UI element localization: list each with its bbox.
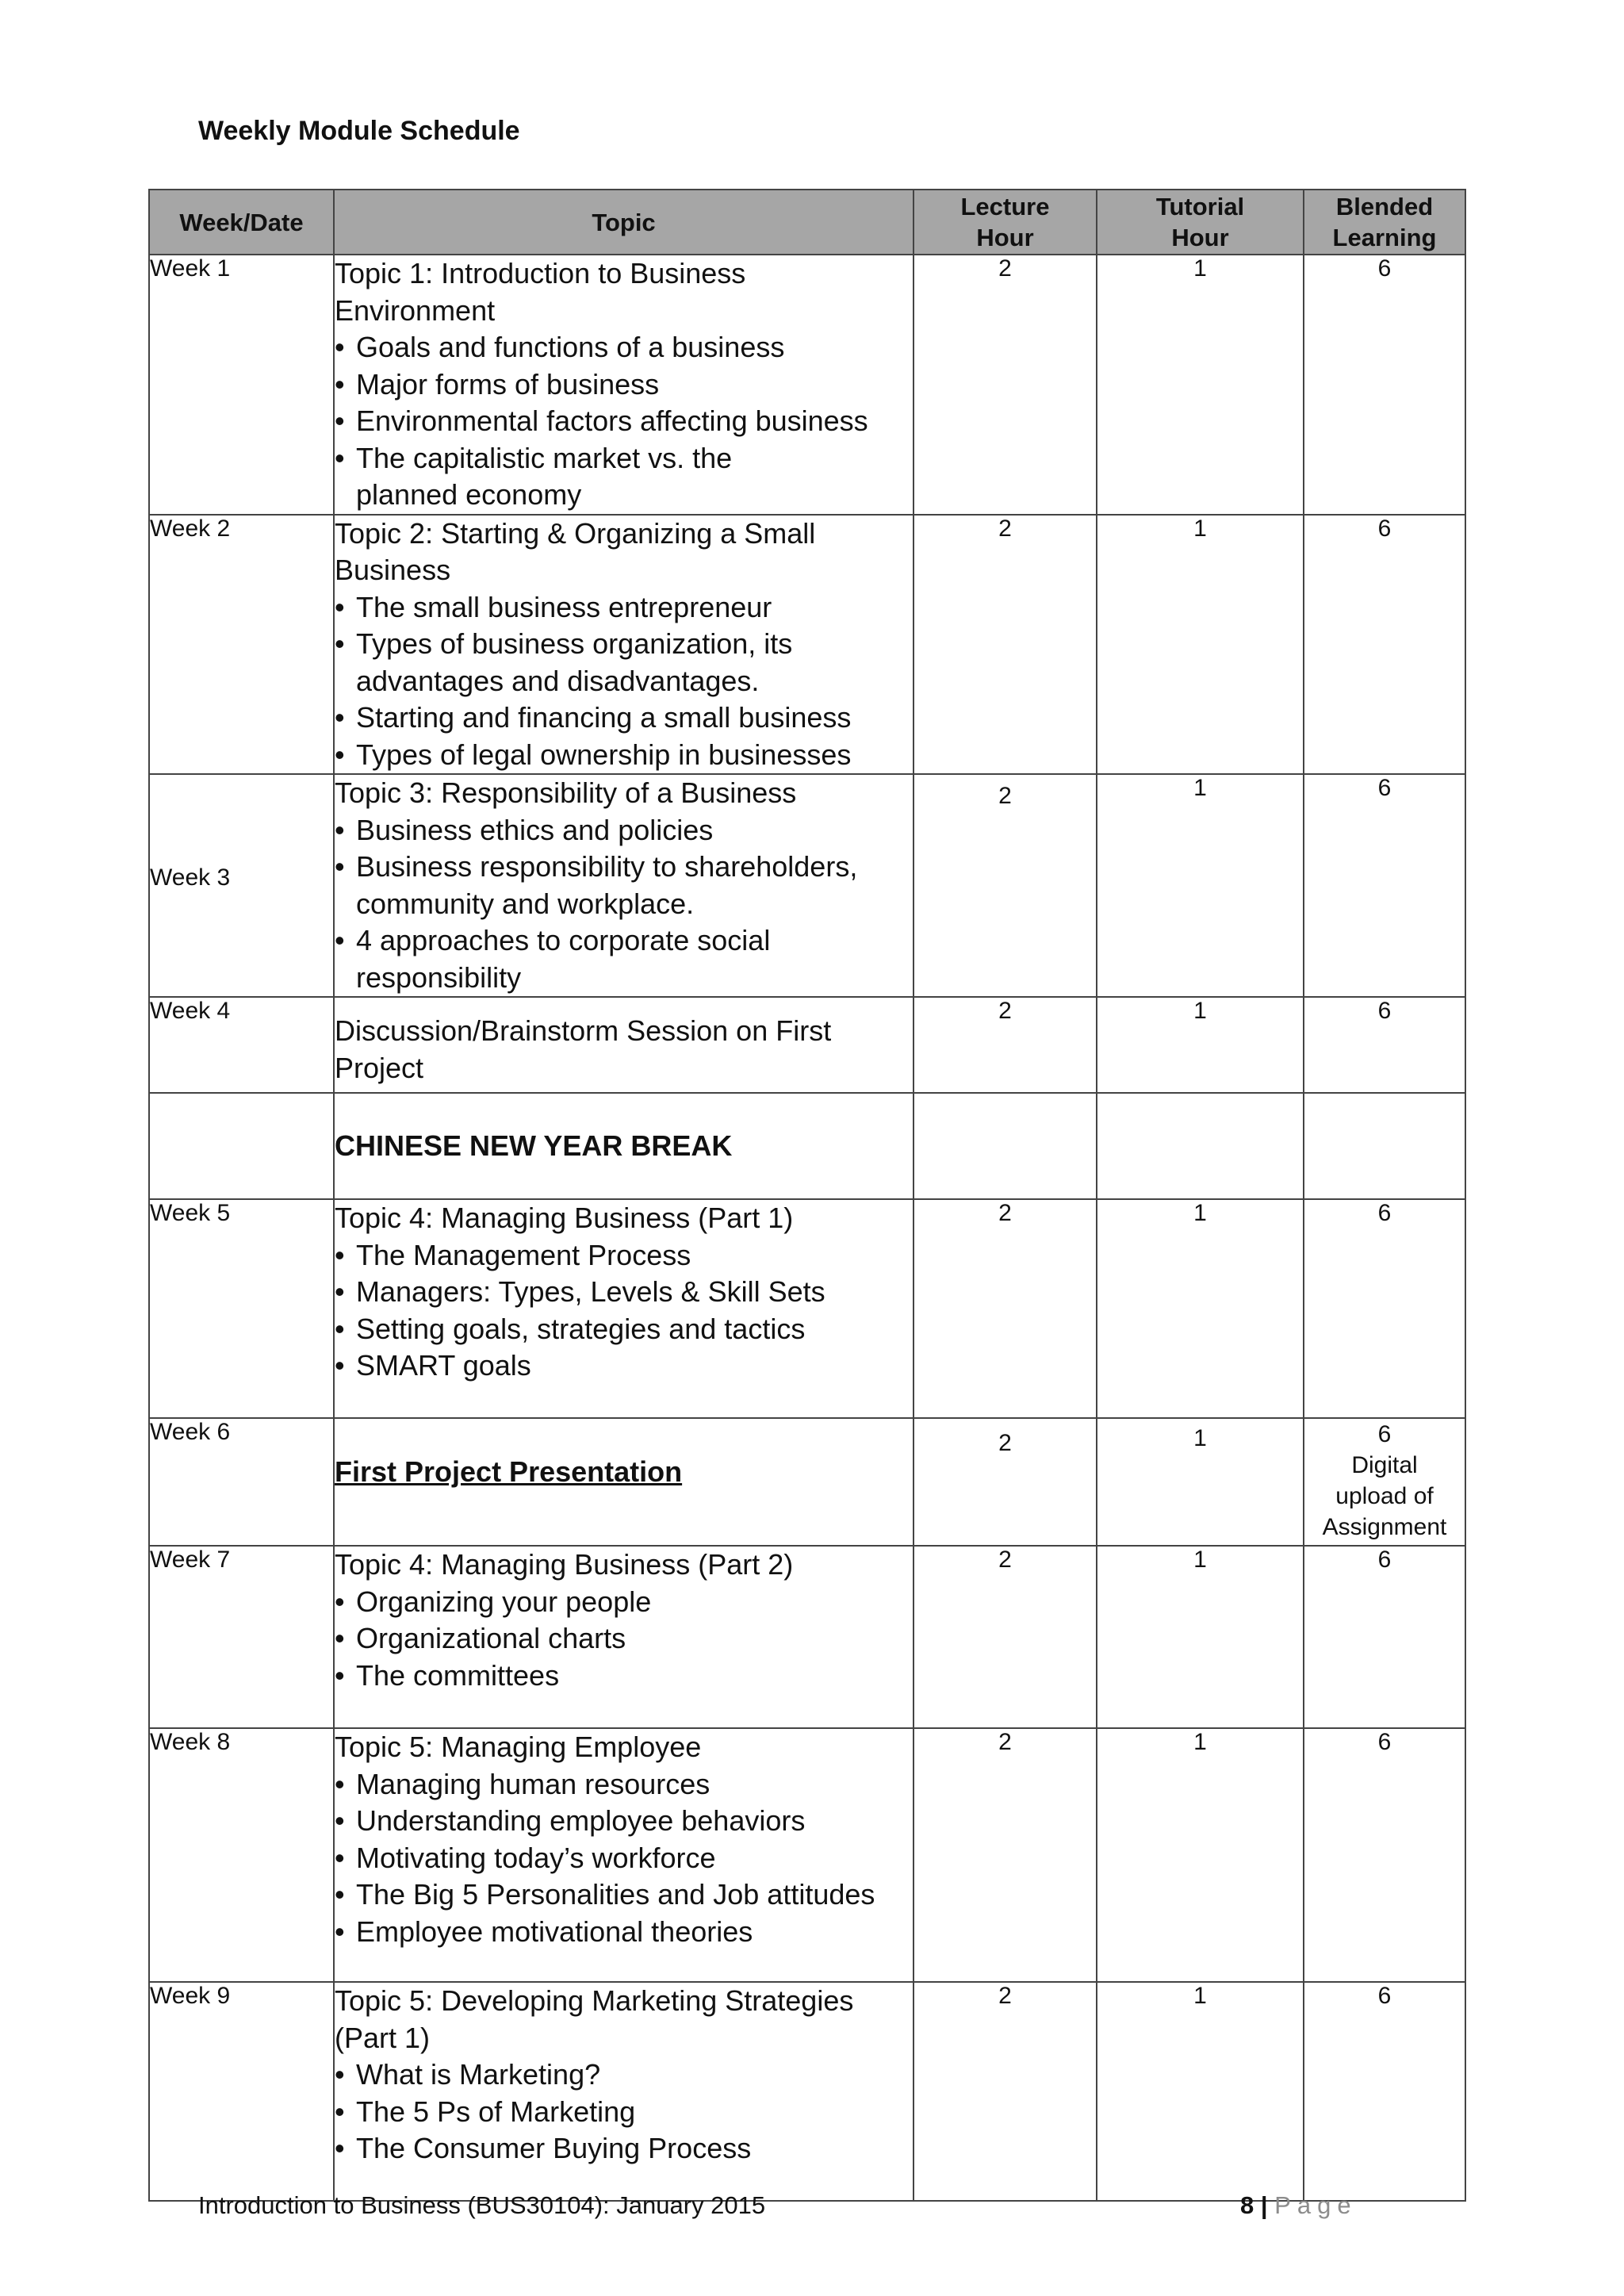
list-item [335, 1658, 913, 1695]
topic-cell [334, 255, 914, 515]
list-item-text: Understanding employee behaviors [356, 1804, 806, 1837]
bullet-icon: • [335, 1275, 345, 1308]
tutorial-hour-cell: 1 [1097, 997, 1304, 1093]
page-separator: | [1260, 2191, 1268, 2219]
list-item [335, 1584, 913, 1621]
week-cell [149, 1093, 334, 1199]
topic-title: Topic 4: Managing Business (Part 1) [335, 1202, 794, 1234]
bullet-icon: • [335, 738, 345, 771]
list-item [335, 403, 913, 440]
bullet-icon: • [335, 367, 345, 401]
list-item [335, 2094, 913, 2131]
table-row [149, 1728, 1465, 1982]
blended-learning-cell: 6 [1304, 774, 1465, 997]
topic-title: Topic 3: Responsibility of a Business [335, 776, 797, 809]
topic-cell [334, 1982, 914, 2201]
table-row [149, 1093, 1465, 1199]
header-topic [334, 190, 914, 255]
list-item-text: The 5 Ps of Marketing [356, 2095, 636, 2128]
tutorial-hour-cell: 1 [1097, 515, 1304, 775]
bullet-icon: • [335, 627, 345, 660]
blended-learning-cell: 6 [1304, 997, 1465, 1093]
topic-bullet-list [335, 1766, 913, 1951]
table-row [149, 997, 1465, 1093]
list-item [335, 1311, 913, 1348]
list-item [335, 922, 913, 996]
bullet-icon: • [335, 1841, 345, 1874]
blended-line: Assignment [1322, 1514, 1447, 1540]
bullet-icon: • [335, 590, 345, 623]
blended-learning-cell: 6 [1304, 1546, 1465, 1728]
bullet-icon: • [335, 2095, 345, 2128]
list-item-text: The Management Process [356, 1238, 691, 1271]
list-item-text: Major forms of business [356, 367, 660, 401]
list-item [335, 1914, 913, 1951]
list-item [335, 2130, 913, 2168]
bullet-icon: • [335, 924, 345, 956]
list-item-text: What is Marketing? [356, 2058, 601, 2091]
list-item-text: Setting goals, strategies and tactics [356, 1312, 806, 1345]
list-item [335, 1840, 913, 1877]
tutorial-hour-cell: 1 [1097, 1418, 1304, 1546]
lecture-hour-cell: 2 [914, 774, 1097, 997]
header-tutorial-line2: Hour [1171, 224, 1229, 251]
list-item-text: Organizing your people [356, 1585, 652, 1618]
bullet-icon: • [335, 1658, 345, 1692]
lecture-hour-cell: 2 [914, 1199, 1097, 1418]
week-cell: Week 7 [149, 1546, 334, 1728]
header-blended-learning [1304, 190, 1465, 255]
bullet-icon: • [335, 850, 345, 883]
break-title: CHINESE NEW YEAR BREAK [335, 1129, 733, 1162]
header-tutorial-line1: Tutorial [1155, 193, 1245, 220]
presentation-title: First Project Presentation [335, 1455, 683, 1489]
list-item [335, 1347, 913, 1385]
topic-bullet-list [335, 812, 913, 997]
tutorial-hour-cell: 1 [1097, 1728, 1304, 1982]
list-item-text: Organizational charts [356, 1622, 626, 1654]
table-row [149, 1199, 1465, 1418]
header-lecture-hour [914, 190, 1097, 255]
bullet-icon: • [335, 1238, 345, 1271]
topic-bullet-list [335, 329, 913, 514]
page-word: Page [1274, 2191, 1358, 2219]
list-item [335, 329, 913, 366]
bullet-icon: • [335, 1585, 345, 1618]
bullet-icon: • [335, 1312, 345, 1345]
bullet-icon: • [335, 441, 345, 474]
list-item [335, 1803, 913, 1840]
topic-title: Topic 5: Developing Marketing Strategies (Part 1) [335, 1984, 854, 2054]
topic-bullet-list [335, 2056, 913, 2168]
list-item-text: Environmental factors affecting business [356, 404, 868, 437]
list-item [335, 849, 913, 922]
tutorial-hour-cell [1097, 1093, 1304, 1199]
list-item-text: The Big 5 Personalities and Job attitudes [356, 1878, 875, 1911]
bullet-icon: • [335, 1915, 345, 1948]
blended-learning-cell: 6 [1304, 1199, 1465, 1418]
week-cell: Week 6 [149, 1418, 334, 1546]
header-week-label: Week/Date [179, 208, 304, 236]
topic-bullet-list [335, 589, 913, 774]
week-cell: Week 4 [149, 997, 334, 1093]
topic-cell [334, 515, 914, 775]
header-blended-line1: Blended [1335, 193, 1434, 220]
table-row [149, 1546, 1465, 1728]
list-item [335, 700, 913, 737]
tutorial-hour-cell: 1 [1097, 1546, 1304, 1728]
table-row [149, 774, 1465, 997]
blended-learning-cell: 6 [1304, 1982, 1465, 2201]
blended-line: 6 [1377, 1421, 1392, 1447]
bullet-icon: • [335, 2132, 345, 2164]
topic-cell: Discussion/Brainstorm Session on First Project [334, 997, 914, 1093]
page-number: 8 [1240, 2191, 1254, 2219]
header-tutorial-hour [1097, 190, 1304, 255]
blended-learning-cell [1304, 1093, 1465, 1199]
list-item-text: 4 approaches to corporate social responsibility [356, 924, 771, 994]
list-item-text: Goals and functions of a business [356, 331, 785, 363]
list-item-text: Types of business organization, its advantages and disadvantages. [356, 627, 793, 697]
list-item [335, 589, 913, 627]
table-header-row [149, 190, 1465, 255]
list-item-text: Motivating today’s workforce [356, 1841, 716, 1874]
bullet-icon: • [335, 331, 345, 363]
tutorial-hour-cell: 1 [1097, 774, 1304, 997]
list-item [335, 440, 913, 514]
bullet-icon: • [335, 813, 345, 846]
tutorial-hour-cell: 1 [1097, 255, 1304, 515]
topic-bullet-list [335, 1237, 913, 1385]
list-item [335, 366, 913, 404]
table-row [149, 1982, 1465, 2201]
page-title: Weekly Module Schedule [198, 116, 520, 146]
list-item-text: The capitalistic market vs. the planned economy [356, 441, 733, 511]
topic-title: Topic 1: Introduction to Business Environment [335, 257, 746, 327]
table-row [149, 1418, 1465, 1546]
week-cell: Week 5 [149, 1199, 334, 1418]
topic-cell [334, 1199, 914, 1418]
list-item [335, 812, 913, 849]
topic-cell [334, 1418, 914, 1546]
lecture-hour-cell: 2 [914, 1982, 1097, 2201]
lecture-hour-cell: 2 [914, 1728, 1097, 1982]
footer-document-title: Introduction to Business (BUS30104): January 2015 [198, 2191, 766, 2219]
bullet-icon: • [335, 1349, 345, 1382]
topic-title: Topic 4: Managing Business (Part 2) [335, 1548, 794, 1581]
topic-cell [334, 1546, 914, 1728]
bullet-icon: • [335, 701, 345, 734]
list-item-text: The small business entrepreneur [356, 590, 772, 623]
topic-cell [334, 1728, 914, 1982]
list-item [335, 2056, 913, 2094]
list-item [335, 737, 913, 774]
header-week [149, 190, 334, 255]
topic-title: Topic 2: Starting & Organizing a Small Business [335, 516, 816, 586]
footer-page-indicator [1240, 2191, 1358, 2220]
list-item [335, 1237, 913, 1274]
list-item-text: Types of legal ownership in businesses [356, 738, 852, 771]
list-item [335, 626, 913, 700]
week-cell: Week 2 [149, 515, 334, 775]
lecture-hour-cell: 2 [914, 997, 1097, 1093]
blended-learning-cell: 6 [1304, 1728, 1465, 1982]
topic-cell [334, 774, 914, 997]
list-item-text: Business responsibility to shareholders, community and workplace. [356, 850, 858, 920]
list-item [335, 1620, 913, 1658]
header-topic-label: Topic [592, 208, 656, 236]
blended-learning-cell: 6 [1304, 255, 1465, 515]
table-row [149, 255, 1465, 515]
lecture-hour-cell: 2 [914, 515, 1097, 775]
week-cell: Week 8 [149, 1728, 334, 1982]
week-cell: Week 9 [149, 1982, 334, 2201]
tutorial-hour-cell: 1 [1097, 1982, 1304, 2201]
list-item-text: The Consumer Buying Process [356, 2132, 752, 2164]
blended-line: Digital [1351, 1452, 1418, 1478]
list-item-text: The committees [356, 1658, 560, 1692]
bullet-icon: • [335, 2058, 345, 2091]
header-lecture-line1: Lecture [960, 193, 1050, 220]
lecture-hour-cell: 2 [914, 1546, 1097, 1728]
week-cell: Week 3 [149, 774, 334, 997]
week-cell: Week 1 [149, 255, 334, 515]
lecture-hour-cell: 2 [914, 1418, 1097, 1546]
topic-bullet-list [335, 1584, 913, 1695]
weekly-schedule-table [148, 189, 1466, 2202]
bullet-icon: • [335, 1804, 345, 1837]
list-item [335, 1274, 913, 1311]
header-blended-line2: Learning [1332, 224, 1437, 251]
bullet-icon: • [335, 1878, 345, 1911]
header-lecture-line2: Hour [976, 224, 1034, 251]
topic-cell [334, 1093, 914, 1199]
tutorial-hour-cell: 1 [1097, 1199, 1304, 1418]
blended-line: upload of [1335, 1483, 1434, 1509]
topic-title: Topic 5: Managing Employee [335, 1731, 702, 1763]
list-item-text: Managing human resources [356, 1767, 710, 1800]
list-item [335, 1766, 913, 1803]
lecture-hour-cell [914, 1093, 1097, 1199]
table-row [149, 515, 1465, 775]
blended-learning-cell [1304, 1418, 1465, 1546]
bullet-icon: • [335, 1767, 345, 1800]
list-item-text: Starting and financing a small business [356, 701, 852, 734]
list-item-text: Business ethics and policies [356, 813, 714, 846]
bullet-icon: • [335, 404, 345, 437]
list-item-text: Employee motivational theories [356, 1915, 753, 1948]
lecture-hour-cell: 2 [914, 255, 1097, 515]
list-item-text: Managers: Types, Levels & Skill Sets [356, 1275, 825, 1308]
blended-learning-cell: 6 [1304, 515, 1465, 775]
bullet-icon: • [335, 1622, 345, 1654]
list-item-text: SMART goals [356, 1349, 531, 1382]
list-item [335, 1876, 913, 1914]
